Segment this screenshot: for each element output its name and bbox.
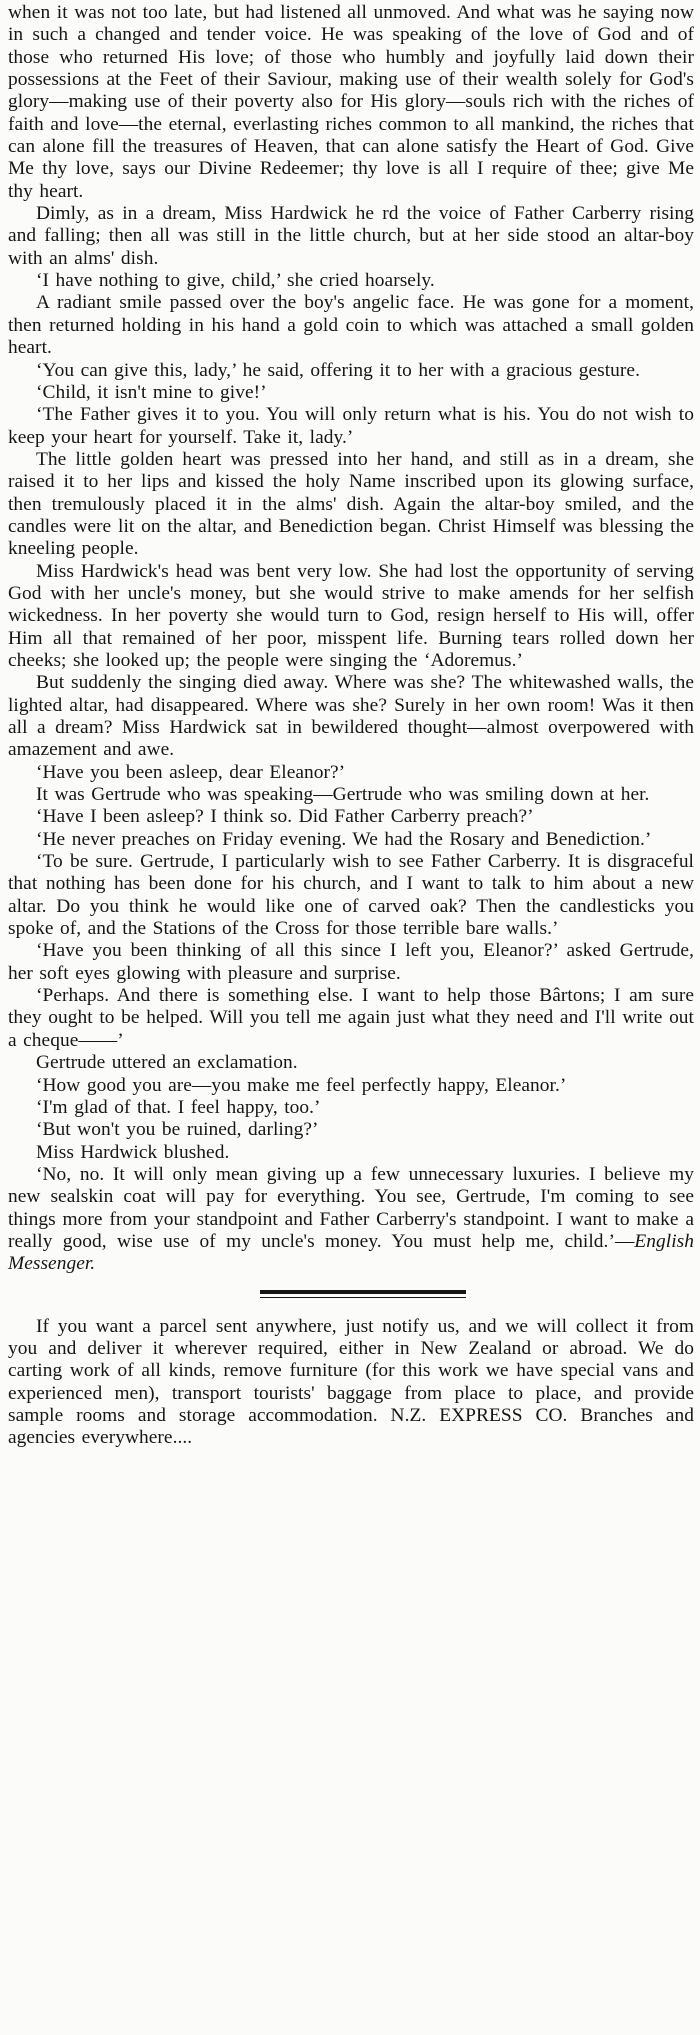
advertisement-notice: If you want a parcel sent anywhere, just notify us, and we will collect it from you and deliver it wherever required, either in New Zealand or abroad. We do carting work of all kinds, remove furniture (for this work we have special vans and experienced men), transport tourists' baggage from place to place, and provide sample rooms and storage accommodation. N.Z. EXPRESS CO. Branches and agencies everywhere.... <box>8 1315 694 1449</box>
article-paragraph: But suddenly the singing died away. Where was she? The whitewashed walls, the lighted altar, had disappeared. Where was she? Surely in her own room! Was it then all a dream? Miss Hardwick sat in bewildered thought—almost overpowered with amazement and awe. <box>8 672 694 761</box>
article-paragraph: ‘To be sure. Gertrude, I particularly wish to see Father Carberry. It is disgraceful that nothing has been done for his church, and I want to talk to him about a new altar. Do you think he would like one of carved oak? Then the candlesticks you spoke of, and the Stations of the Cross for those terrible bare walls.’ <box>8 851 694 940</box>
article-final-paragraph <box>8 1164 694 1276</box>
article-paragraph: ‘But won't you be ruined, darling?’ <box>36 1119 319 1141</box>
article-paragraph: ‘Have you been thinking of all this since I left you, Eleanor?’ asked Gertrude, her soft eyes glowing with pleasure and surprise. <box>8 940 694 984</box>
article-paragraph: It was Gertrude who was speaking—Gertrude who was smiling down at her. <box>36 784 650 806</box>
article-paragraph: Dimly, as in a dream, Miss Hardwick he rd the voice of Father Carberry rising and falling; then all was still in the little church, but at her side stood an altar-boy with an alms' dish. <box>8 203 694 269</box>
article-paragraph: The little golden heart was pressed into her hand, and still as in a dream, she raised it to her lips and kissed the holy Name inscribed upon its glowing surface, then tremulously placed it in the alms' dish. Again the altar-boy smiled, and the candles were lit on the altar, and Benediction began. Christ Himself was blessing the kneeling people. <box>8 448 694 560</box>
article-paragraph: A radiant smile passed over the boy's angelic face. He was gone for a moment, then returned holding in his hand a gold coin to which was attached a small golden heart. <box>8 292 694 359</box>
article-paragraph: ‘The Father gives it to you. You will only return what is his. You do not wish to keep your heart for yourself. Take it, lady.’ <box>8 404 694 448</box>
section-divider <box>8 1290 694 1300</box>
article-column <box>8 2 694 1450</box>
article-paragraph: when it was not too late, but had listened all unmoved. And what was he saying now in such a changed and tender voice. He was speaking of the love of God and of those who returned His love; of those who humbly and joyfully laid down their possessions at the Feet of their Saviour, making use of their wealth solely for God's glory—making use of their poverty also for His glory—souls rich with the riches of faith and love—the eternal, everlasting riches common to all mankind, the riches that can alone fill the treasures of Heaven, that can alone satisfy the Heart of God. Give Me thy love, says our Divine Redeemer; thy love is all I require of thee; give Me thy heart. <box>8 2 694 202</box>
article-paragraph: ‘Child, it isn't mine to give!’ <box>36 381 267 403</box>
article-paragraph: ‘He never preaches on Friday evening. We had the Rosary and Benediction.’ <box>36 828 652 850</box>
article-paragraph: Miss Hardwick's head was bent very low. She had lost the opportunity of serving God with her uncle's money, but she would strive to make amends for her selfish wickedness. In her poverty she would turn to God, resign herself to His will, offer Him all that remained of her poor, misspent life. Burning tears rolled down her cheeks; she looked up; the people were singing the ‘Adoremus.’ <box>8 560 694 671</box>
article-paragraph: ‘Have you been asleep, dear Eleanor?’ <box>36 761 346 783</box>
article-paragraph: ‘I'm glad of that. I feel happy, too.’ <box>36 1096 321 1118</box>
article-paragraph: ‘You can give this, lady,’ he said, offering it to her with a gracious gesture. <box>36 359 640 381</box>
article-paragraph: ‘I have nothing to give, child,’ she cried hoarsely. <box>36 270 435 292</box>
article-paragraph: Gertrude uttered an exclamation. <box>36 1052 298 1074</box>
article-paragraph: ‘How good you are—you make me feel perfectly happy, Eleanor.’ <box>36 1074 567 1096</box>
article-paragraph: Miss Hardwick blushed. <box>36 1141 230 1163</box>
divider-thick-line <box>260 1290 466 1294</box>
divider-thin-line <box>260 1297 466 1299</box>
article-paragraph: ‘Have I been asleep? I think so. Did Father Carberry preach?’ <box>36 806 534 828</box>
article-paragraph-text: ‘No, no. It will only mean giving up a few unnecessary luxuries. I believe my new sealskin coat will pay for everything. You see, Gertrude, I'm coming to see things more from your standpoint and Father Carberry's standpoint. I want to make a really good, wise use of my uncle's money. You must help me, child.’— <box>8 1163 694 1252</box>
article-paragraph: ‘Perhaps. And there is something else. I want to help those Bârtons; I am sure they ought to be helped. Will you tell me again just what they need and I'll write out a cheque——’ <box>8 985 694 1051</box>
article-source: English Messenger. <box>8 1230 694 1275</box>
